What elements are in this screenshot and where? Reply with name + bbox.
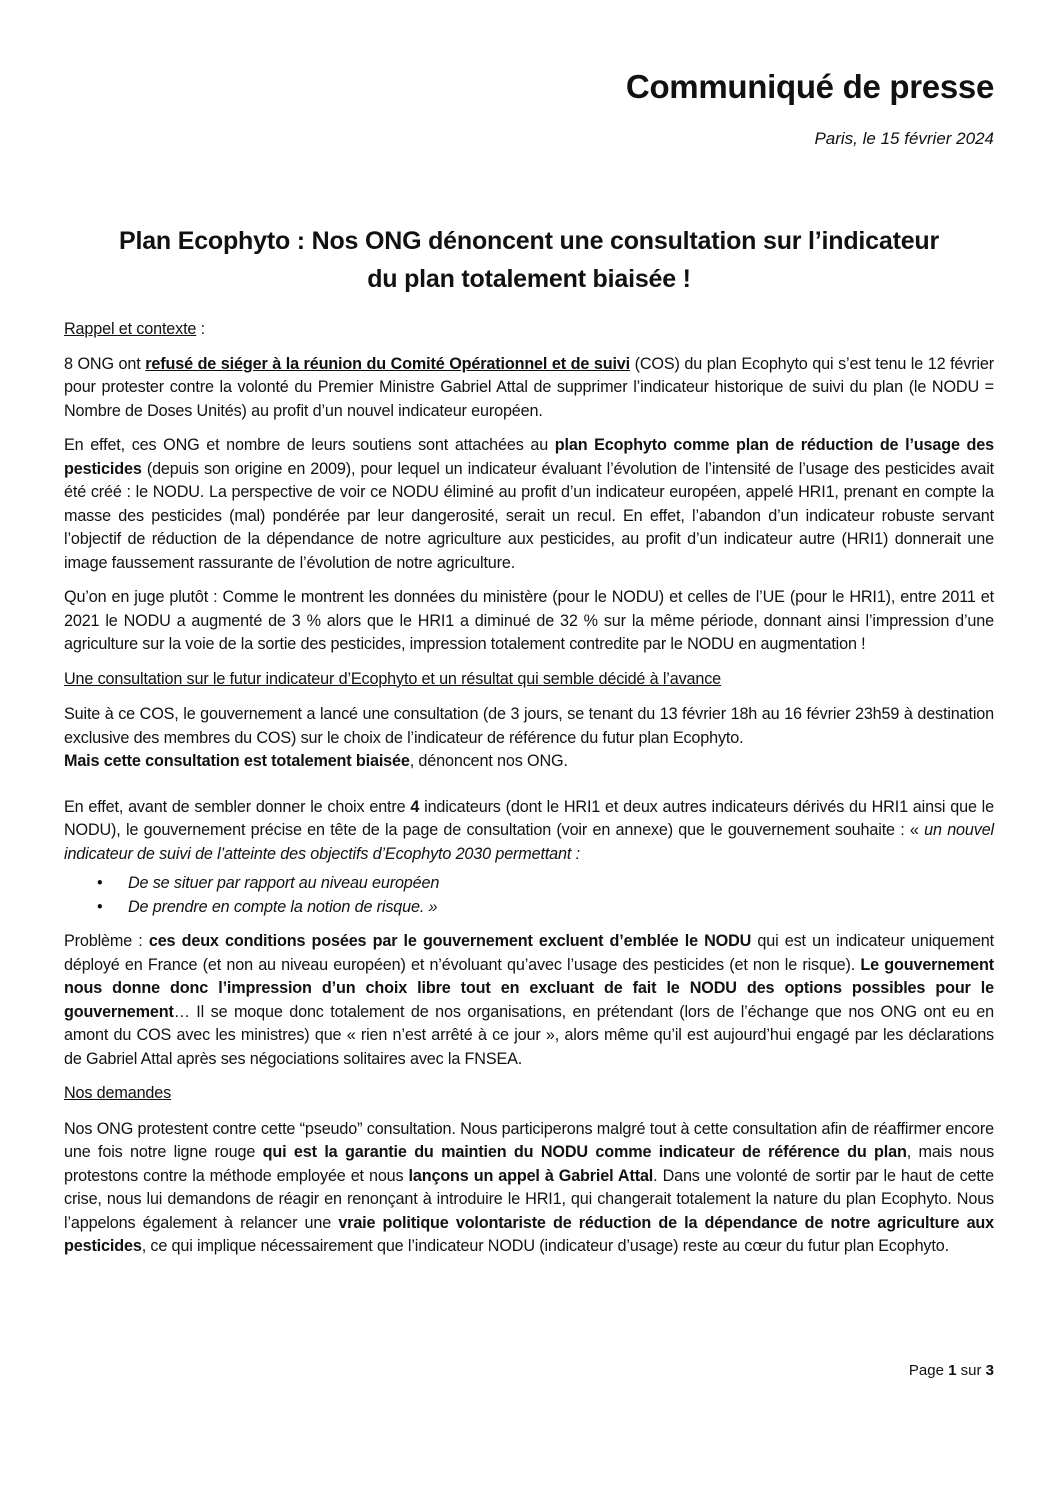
p2-emphasis: plan Ecophyto comme plan de réduction de l’usage des pesticides (64, 436, 994, 478)
paragraph-consultation-1 (64, 703, 994, 774)
p4-text-a: Suite à ce COS, le gouvernement a lancé une consultation (de 3 jours, se tenant du 13 février 18h au 16 février 23h59 à destination exclusive des membres du COS) sur le choix de l’indicateur de référence du futur plan Ecophyto. (64, 705, 994, 747)
p7-text-g: , ce qui implique nécessairement que l’indicateur NODU (indicateur d’usage) reste au cœur du futur plan Ecophyto. (141, 1237, 949, 1255)
p7-text-a: Nos ONG protestent contre cette “pseudo” consultation. Nous participerons malgré tout à cette consultation afin de réaffirmer encore une fois notre ligne rouge (64, 1119, 994, 1161)
section-heading-context: Rappel et contexte (64, 320, 197, 338)
p1-text-c: (COS) du plan Ecophyto qui s’est tenu le 12 février pour protester contre la volonté du Premier Ministre Gabriel Attal de supprimer l’indicateur historique de suivi du plan (le NODU = Nombre de Doses Unités) au profit d’un nouvel indicateur européen. (64, 354, 995, 420)
context-heading-suffix: : (196, 320, 205, 338)
paragraph-spacer (64, 774, 994, 796)
paragraph-demands (64, 1118, 994, 1259)
page-separator: sur (956, 1362, 986, 1379)
paragraph-problem (64, 930, 994, 1071)
p6-text-c: qui est un indicateur uniquement déployé en France (et non au niveau européen) et n’évoluant qu’avec l’usage des pesticides (et non le risque). (64, 932, 994, 974)
p4-emphasis: Mais cette consultation est totalement biaisée (64, 752, 410, 770)
page-number (909, 1362, 994, 1379)
p4-text-c: , dénoncent nos ONG. (409, 752, 568, 770)
list-item-text: De prendre en compte la notion de risque. » (128, 897, 438, 916)
p6-text-a: Problème : (64, 932, 149, 950)
p6-emphasis-2: Le gouvernement nous donne donc l’impression d’un choix libre tout en excluant de fait le NODU des options possibles pour le gouvernement (64, 955, 994, 1021)
document-type-title: Communiqué de presse (625, 68, 994, 105)
p6-text-e: … Il se moque donc totalement de nos organisations, en prétendant (lors de l’échange que nos ONG ont eu en amont du COS avec les ministres) que « rien n’est arrêté à ce jour », alors même qu’il est aujourd’hui engagé par les déclarations de Gabriel Attal après ses négociations solitaires avec la FNSEA. (64, 1002, 994, 1068)
p6-emphasis-1: ces deux conditions posées par le gouvernement excluent d’emblée le NODU (148, 932, 752, 950)
section-heading-consultation: Une consultation sur le futur indicateur d’Ecophyto et un résultat qui semble décidé à l’avance (64, 669, 722, 688)
p5-quote: un nouvel indicateur de suivi de l’atteinte des objectifs d’Ecophyto 2030 permettant : (64, 821, 994, 863)
page-label: Page (908, 1362, 949, 1379)
list-item (97, 872, 994, 896)
p7-emphasis-3: vraie politique volontariste de réduction de la dépendance de notre agriculture aux pesticides (64, 1213, 995, 1255)
document-body (64, 318, 994, 1270)
p7-emphasis-2: lançons un appel à Gabriel Attal (408, 1166, 654, 1185)
headline-line-2: du plan totalement biaisée ! (367, 265, 691, 293)
list-item-text: De se situer par rapport au niveau européen (128, 874, 440, 892)
p7-emphasis-1: qui est la garantie du maintien du NODU comme indicateur de référence du plan (262, 1143, 907, 1161)
p1-emphasis: refusé de siéger à la réunion du Comité Opérationnel et de suivi (145, 354, 630, 373)
p1-text-a: 8 ONG ont (64, 354, 146, 373)
page-total: 3 (985, 1362, 994, 1379)
p7-text-e: . Dans une volonté de sortir par le haut de cette crise, nous lui demandons de réagir en renonçant à introduire le HRI1, qui changerait totalement la nature du plan Ecophyto. Nous l’appelons également à relancer une (64, 1166, 994, 1232)
paragraph-context-1 (64, 353, 994, 424)
p5-emphasis-count: 4 (410, 797, 420, 816)
paragraph-consultation-2 (64, 796, 994, 867)
list-item (97, 896, 994, 920)
page-current: 1 (948, 1362, 957, 1379)
press-release-headline (64, 222, 994, 298)
document-date: Paris, le 15 février 2024 (814, 129, 994, 148)
p2-text-c: (depuis son origine en 2009), pour lequel un indicateur évaluant l’évolution de l’intensité de l’usage des pesticides avait été créé : le NODU. La perspective de voir ce NODU éliminé au profit d’un indicateur européen, appelé HRI1, prenant en compte la masse des pesticides (mal) pondérée par leur dangerosité, serait un recul. En effet, l’abandon d’un indicateur robuste servant l’objectif de réduction de la dépendance de notre agriculture aux pesticides, au profit d’un indicateur autre (HRI1) donnerait une image faussement rassurante de l’évolution de notre agriculture. (64, 459, 994, 572)
context-heading-line (64, 318, 994, 342)
headline-line-1: Plan Ecophyto : Nos ONG dénoncent une consultation sur l’indicateur (118, 227, 939, 255)
paragraph-context-2 (64, 434, 994, 575)
bullet-icon: • (97, 897, 103, 916)
paragraph-context-3: Qu’on en juge plutôt : Comme le montrent les données du ministère (pour le NODU) et celles de l’UE (pour le HRI1), entre 2011 et 2021 le NODU a augmenté de 3 % alors que le HRI1 a diminué de 32 % sur la même période, donnant ainsi l’impression d’une agriculture sur la voie de la sortie des pesticides, impression totalement contredite par le NODU en augmentation ! (64, 588, 994, 653)
section-heading-demands: Nos demandes (64, 1084, 172, 1102)
p5-text-c: indicateurs (dont le HRI1 et deux autres indicateurs dérivés du HRI1 ainsi que le NODU), le gouvernement précise en tête de la page de consultation (voir en annexe) que le gouvernement souhaite : « (64, 797, 994, 839)
p7-text-c: , mais nous protestons contre la méthode employée et nous (64, 1143, 995, 1185)
p5-text-a: En effet, avant de sembler donner le choix entre (64, 797, 411, 816)
bullet-icon: • (97, 874, 103, 892)
p2-text-a: En effet, ces ONG et nombre de leurs soutiens sont attachées au (64, 436, 555, 454)
quoted-conditions-list (64, 872, 994, 919)
